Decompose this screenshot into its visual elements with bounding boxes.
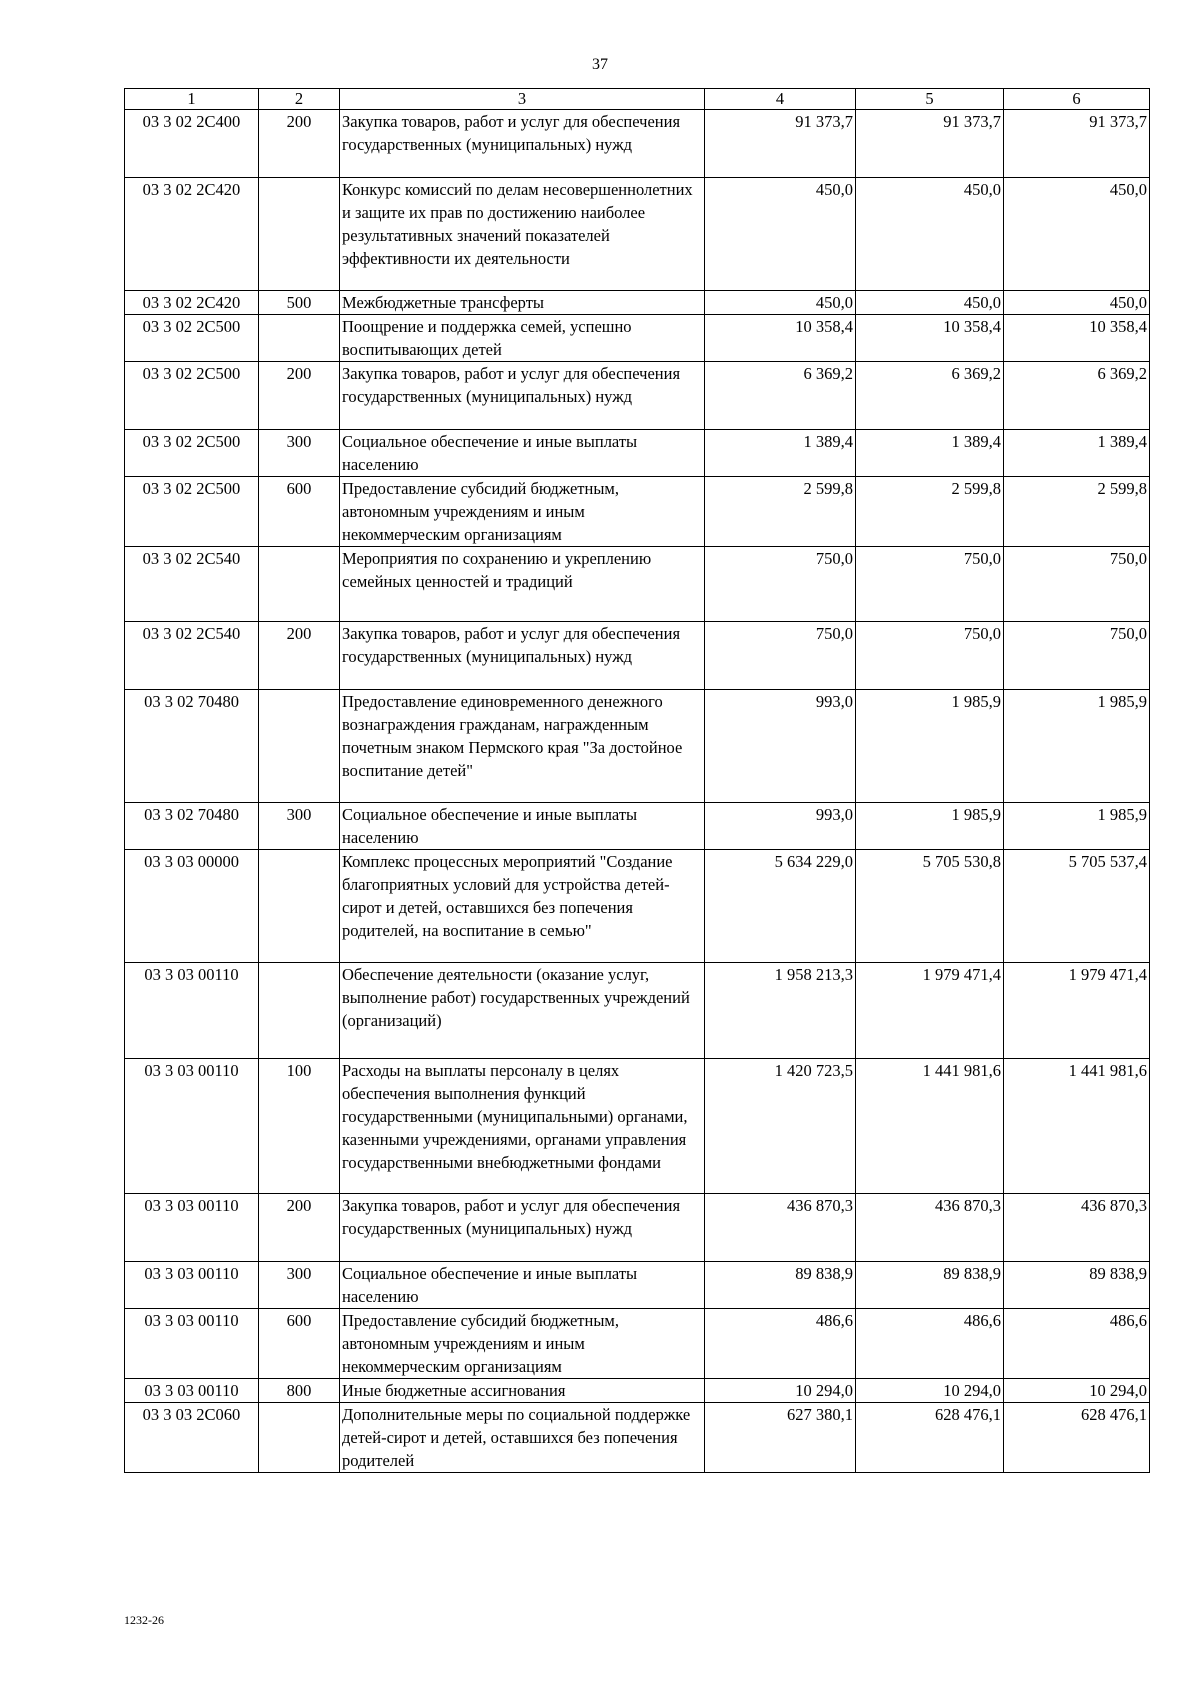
amount-col-4: 2 599,8 (705, 477, 856, 547)
budget-classification-code: 03 3 02 2С540 (125, 547, 259, 622)
amount-col-6: 450,0 (1004, 291, 1150, 315)
expense-name: Иные бюджетные ассигнования (340, 1379, 705, 1403)
expense-type-code: 300 (259, 430, 340, 477)
amount-col-6: 10 358,4 (1004, 315, 1150, 362)
expense-name: Социальное обеспечение и иные выплаты населению (340, 430, 705, 477)
table-row (125, 690, 1150, 803)
amount-col-5: 450,0 (856, 178, 1004, 291)
budget-classification-code: 03 3 03 00110 (125, 1379, 259, 1403)
amount-col-5: 450,0 (856, 291, 1004, 315)
header-col-4: 4 (705, 89, 856, 110)
amount-col-6: 1 979 471,4 (1004, 963, 1150, 1059)
amount-col-6: 750,0 (1004, 622, 1150, 690)
table-row (125, 430, 1150, 477)
expense-type-code: 200 (259, 622, 340, 690)
expense-name: Социальное обеспечение и иные выплаты населению (340, 1262, 705, 1309)
header-col-6: 6 (1004, 89, 1150, 110)
amount-col-6: 436 870,3 (1004, 1194, 1150, 1262)
expense-name: Закупка товаров, работ и услуг для обеспечения государственных (муниципальных) нужд (340, 110, 705, 178)
header-col-2: 2 (259, 89, 340, 110)
expense-name: Мероприятия по сохранению и укреплению семейных ценностей и традиций (340, 547, 705, 622)
expense-type-code (259, 315, 340, 362)
amount-col-4: 89 838,9 (705, 1262, 856, 1309)
table-row (125, 963, 1150, 1059)
budget-table (124, 88, 1150, 1473)
expense-type-code (259, 850, 340, 963)
amount-col-5: 10 294,0 (856, 1379, 1004, 1403)
expense-type-code: 600 (259, 477, 340, 547)
amount-col-5: 750,0 (856, 622, 1004, 690)
budget-classification-code: 03 3 02 2С500 (125, 362, 259, 430)
expense-name: Закупка товаров, работ и услуг для обеспечения государственных (муниципальных) нужд (340, 362, 705, 430)
amount-col-6: 1 441 981,6 (1004, 1059, 1150, 1194)
table-row (125, 362, 1150, 430)
amount-col-4: 627 380,1 (705, 1403, 856, 1473)
amount-col-6: 5 705 537,4 (1004, 850, 1150, 963)
budget-classification-code: 03 3 02 70480 (125, 803, 259, 850)
expense-type-code: 600 (259, 1309, 340, 1379)
header-col-5: 5 (856, 89, 1004, 110)
budget-classification-code: 03 3 03 2С060 (125, 1403, 259, 1473)
expense-type-code (259, 963, 340, 1059)
amount-col-5: 89 838,9 (856, 1262, 1004, 1309)
expense-type-code: 800 (259, 1379, 340, 1403)
amount-col-5: 91 373,7 (856, 110, 1004, 178)
expense-type-code (259, 1403, 340, 1473)
expense-type-code: 100 (259, 1059, 340, 1194)
expense-name: Межбюджетные трансферты (340, 291, 705, 315)
table-row (125, 803, 1150, 850)
header-col-1: 1 (125, 89, 259, 110)
expense-type-code: 200 (259, 110, 340, 178)
expense-name: Комплекс процессных мероприятий "Создание благоприятных условий для устройства детей-сирот и детей, оставшихся без попечения родителей, на воспитание в семью" (340, 850, 705, 963)
amount-col-4: 6 369,2 (705, 362, 856, 430)
amount-col-5: 1 985,9 (856, 690, 1004, 803)
amount-col-4: 10 358,4 (705, 315, 856, 362)
amount-col-4: 450,0 (705, 291, 856, 315)
amount-col-5: 10 358,4 (856, 315, 1004, 362)
table-row (125, 315, 1150, 362)
budget-classification-code: 03 3 02 2С540 (125, 622, 259, 690)
amount-col-5: 1 985,9 (856, 803, 1004, 850)
expense-name: Обеспечение деятельности (оказание услуг, выполнение работ) государственных учреждений (организаций) (340, 963, 705, 1059)
budget-classification-code: 03 3 03 00110 (125, 1059, 259, 1194)
budget-classification-code: 03 3 02 2С420 (125, 178, 259, 291)
amount-col-4: 1 958 213,3 (705, 963, 856, 1059)
budget-classification-code: 03 3 03 00110 (125, 1262, 259, 1309)
table-row (125, 1262, 1150, 1309)
expense-name: Предоставление единовременного денежного вознаграждения гражданам, награжденным почетным знаком Пермского края "За достойное воспитание детей" (340, 690, 705, 803)
table-row (125, 547, 1150, 622)
amount-col-4: 993,0 (705, 690, 856, 803)
expense-type-code (259, 547, 340, 622)
expense-type-code: 300 (259, 1262, 340, 1309)
amount-col-5: 750,0 (856, 547, 1004, 622)
amount-col-5: 628 476,1 (856, 1403, 1004, 1473)
expense-name: Закупка товаров, работ и услуг для обеспечения государственных (муниципальных) нужд (340, 622, 705, 690)
table-row (125, 1403, 1150, 1473)
expense-name: Социальное обеспечение и иные выплаты населению (340, 803, 705, 850)
amount-col-6: 1 985,9 (1004, 690, 1150, 803)
budget-classification-code: 03 3 03 00110 (125, 963, 259, 1059)
amount-col-5: 1 389,4 (856, 430, 1004, 477)
expense-type-code: 500 (259, 291, 340, 315)
expense-type-code: 200 (259, 1194, 340, 1262)
table-row (125, 850, 1150, 963)
amount-col-6: 628 476,1 (1004, 1403, 1150, 1473)
amount-col-6: 2 599,8 (1004, 477, 1150, 547)
amount-col-4: 750,0 (705, 547, 856, 622)
amount-col-4: 1 389,4 (705, 430, 856, 477)
table-row (125, 1194, 1150, 1262)
budget-classification-code: 03 3 02 2С420 (125, 291, 259, 315)
header-col-3: 3 (340, 89, 705, 110)
budget-classification-code: 03 3 03 00000 (125, 850, 259, 963)
table-row (125, 1379, 1150, 1403)
amount-col-6: 1 389,4 (1004, 430, 1150, 477)
expense-name: Конкурс комиссий по делам несовершеннолетних и защите их прав по достижению наиболее результативных значений показателей эффективности их деятельности (340, 178, 705, 291)
table-row (125, 291, 1150, 315)
amount-col-5: 486,6 (856, 1309, 1004, 1379)
amount-col-5: 436 870,3 (856, 1194, 1004, 1262)
amount-col-4: 5 634 229,0 (705, 850, 856, 963)
table-row (125, 178, 1150, 291)
expense-type-code (259, 690, 340, 803)
page-number: 37 (592, 56, 608, 73)
document-footer-code: 1232-26 (124, 1613, 164, 1627)
expense-type-code: 300 (259, 803, 340, 850)
amount-col-4: 450,0 (705, 178, 856, 291)
expense-name: Предоставление субсидий бюджетным, автономным учреждениям и иным некоммерческим организациям (340, 1309, 705, 1379)
table-row (125, 477, 1150, 547)
amount-col-4: 993,0 (705, 803, 856, 850)
budget-classification-code: 03 3 03 00110 (125, 1194, 259, 1262)
amount-col-6: 450,0 (1004, 178, 1150, 291)
expense-type-code: 200 (259, 362, 340, 430)
amount-col-6: 750,0 (1004, 547, 1150, 622)
budget-classification-code: 03 3 02 70480 (125, 690, 259, 803)
expense-name: Расходы на выплаты персоналу в целях обеспечения выполнения функций государственными (муниципальными) органами, казенными учреждениями, органами управления государственными внебюджетными фондами (340, 1059, 705, 1194)
expense-name: Предоставление субсидий бюджетным, автономным учреждениям и иным некоммерческим организациям (340, 477, 705, 547)
expense-type-code (259, 178, 340, 291)
budget-classification-code: 03 3 02 2С500 (125, 315, 259, 362)
budget-classification-code: 03 3 03 00110 (125, 1309, 259, 1379)
amount-col-6: 1 985,9 (1004, 803, 1150, 850)
expense-name: Закупка товаров, работ и услуг для обеспечения государственных (муниципальных) нужд (340, 1194, 705, 1262)
amount-col-5: 1 441 981,6 (856, 1059, 1004, 1194)
amount-col-6: 486,6 (1004, 1309, 1150, 1379)
budget-classification-code: 03 3 02 2С500 (125, 477, 259, 547)
amount-col-4: 436 870,3 (705, 1194, 856, 1262)
amount-col-6: 91 373,7 (1004, 110, 1150, 178)
amount-col-5: 2 599,8 (856, 477, 1004, 547)
table-row (125, 1059, 1150, 1194)
table-row (125, 110, 1150, 178)
amount-col-6: 6 369,2 (1004, 362, 1150, 430)
table-row (125, 1309, 1150, 1379)
expense-name: Поощрение и поддержка семей, успешно воспитывающих детей (340, 315, 705, 362)
expense-name: Дополнительные меры по социальной поддержке детей-сирот и детей, оставшихся без попечения родителей (340, 1403, 705, 1473)
amount-col-4: 1 420 723,5 (705, 1059, 856, 1194)
amount-col-5: 5 705 530,8 (856, 850, 1004, 963)
budget-classification-code: 03 3 02 2С400 (125, 110, 259, 178)
budget-classification-code: 03 3 02 2С500 (125, 430, 259, 477)
amount-col-4: 91 373,7 (705, 110, 856, 178)
table-row (125, 622, 1150, 690)
amount-col-6: 89 838,9 (1004, 1262, 1150, 1309)
amount-col-5: 1 979 471,4 (856, 963, 1004, 1059)
header-row (125, 89, 1150, 110)
amount-col-4: 486,6 (705, 1309, 856, 1379)
amount-col-4: 10 294,0 (705, 1379, 856, 1403)
amount-col-5: 6 369,2 (856, 362, 1004, 430)
amount-col-6: 10 294,0 (1004, 1379, 1150, 1403)
amount-col-4: 750,0 (705, 622, 856, 690)
